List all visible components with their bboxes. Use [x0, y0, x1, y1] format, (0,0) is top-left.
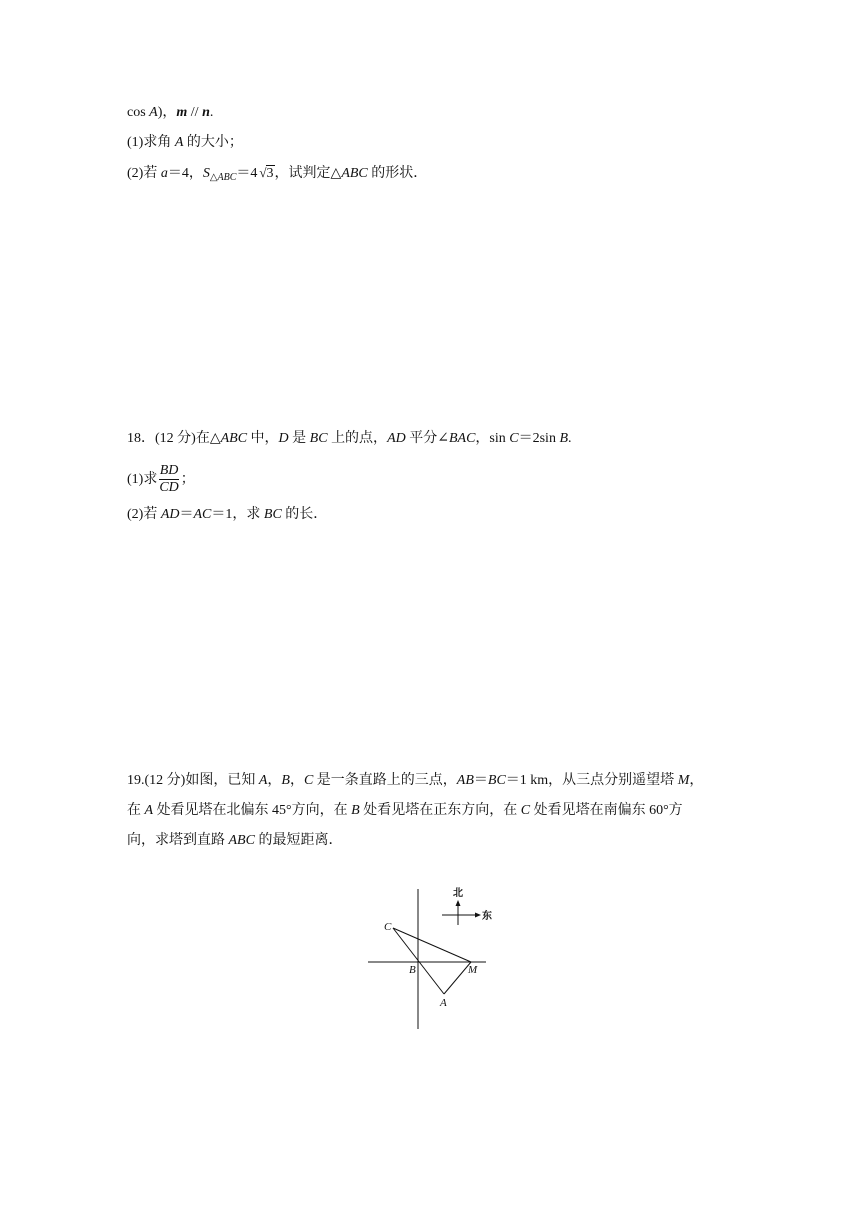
q17-part1 [127, 133, 243, 153]
text: 的形状． [367, 166, 428, 181]
text: 在 [127, 803, 145, 818]
road-name: ABC [228, 833, 255, 848]
text: ； [180, 472, 195, 487]
text: 的长． [281, 507, 328, 522]
east-label: 东 [482, 911, 492, 922]
vector-n: n [202, 105, 210, 120]
var-b: B [559, 431, 569, 446]
var-a: A [258, 773, 268, 788]
q19-line3 [127, 831, 342, 851]
text: (2)若 [127, 507, 161, 522]
sqrt-sign: √ [259, 165, 267, 180]
north-label: 北 [453, 888, 463, 899]
segment-ad: AD [160, 507, 180, 522]
var-d: D [278, 431, 289, 446]
line-a-to-m [444, 962, 471, 994]
q19-figure [360, 885, 500, 1033]
q18-line1 [127, 429, 572, 449]
parallel-symbol: // [187, 105, 203, 120]
text: ，sin [475, 431, 510, 446]
q19-line2 [127, 801, 683, 821]
text: 的大小； [183, 135, 243, 150]
var-b: B [281, 773, 290, 788]
text: 19.(12 分)如图，已知 [127, 773, 259, 788]
text: ， [289, 773, 304, 788]
text: (1)求 [127, 472, 158, 487]
text: (2)若 [127, 166, 161, 181]
line-c-to-m [393, 928, 471, 962]
text: (1)求角 [127, 135, 175, 150]
angle-bac: BAC [448, 431, 476, 446]
text: 向，求塔到直路 [127, 833, 229, 848]
point-b-label: B [409, 964, 416, 976]
segment-ad: AD [387, 431, 406, 446]
text: . [209, 105, 214, 120]
q17-line1 [127, 103, 213, 123]
triangle-name: ABC [220, 431, 248, 446]
segment-ab: AB [456, 773, 474, 788]
text: ＝4 [236, 166, 258, 181]
fraction-denominator: CD [159, 480, 179, 496]
var-a: a [160, 166, 168, 181]
var-c: C [303, 773, 314, 788]
east-arrow-icon [475, 913, 481, 918]
text: ＝1，求 [211, 507, 264, 522]
q17-part2 [127, 163, 427, 188]
fraction-bd-cd [158, 463, 179, 496]
var-m: M [677, 773, 690, 788]
north-arrow-icon [456, 900, 461, 906]
segment-ac: AC [193, 507, 212, 522]
text: ＝2sin [518, 431, 560, 446]
text: . [568, 431, 572, 446]
text: 18．(12 分)在△ [127, 431, 221, 446]
text: 的最短距离． [254, 833, 343, 848]
segment-bc: BC [263, 507, 282, 522]
text: 上的点， [327, 431, 388, 446]
var-c: C [509, 431, 519, 446]
text: 是一条直路上的三点， [313, 773, 457, 788]
segment-bc: BC [309, 431, 328, 446]
vector-m: m [176, 105, 188, 120]
var-a: A [149, 105, 158, 120]
text: 中， [247, 431, 279, 446]
text: ， [689, 773, 704, 788]
text: cos [127, 105, 150, 120]
var-a: A [174, 135, 184, 150]
text: 处看见塔在北偏东 45°方向，在 [153, 803, 352, 818]
text: ＝ [179, 507, 194, 522]
text: )， [157, 105, 177, 120]
q18-part2 [127, 505, 327, 525]
point-c-label: C [384, 921, 392, 933]
var-c: C [520, 803, 531, 818]
text: ， [267, 773, 282, 788]
var-a: A [144, 803, 154, 818]
text: 处看见塔在南偏东 60°方 [530, 803, 683, 818]
text: 处看见塔在正东方向，在 [359, 803, 521, 818]
var-b: B [351, 803, 360, 818]
fraction-numerator: BD [159, 463, 179, 479]
text: 是 [288, 431, 310, 446]
area-symbol: S [202, 166, 210, 181]
area-subscript: △ABC [209, 172, 237, 183]
q18-part1 [127, 462, 195, 498]
text: ，试判定△ [274, 166, 342, 181]
q19-line1 [127, 771, 703, 791]
text: 平分∠ [405, 431, 449, 446]
q19-diagram [360, 885, 500, 1033]
triangle-name: ABC [341, 166, 368, 181]
sqrt-expression [259, 163, 274, 184]
sqrt-radicand: 3 [266, 166, 274, 181]
text: ＝4， [167, 166, 203, 181]
segment-bc: BC [487, 773, 506, 788]
text: ＝ [473, 773, 488, 788]
point-a-label: A [440, 997, 447, 1009]
text: ＝1 km，从三点分别遥望塔 [505, 773, 678, 788]
point-m-label: M [468, 964, 478, 976]
